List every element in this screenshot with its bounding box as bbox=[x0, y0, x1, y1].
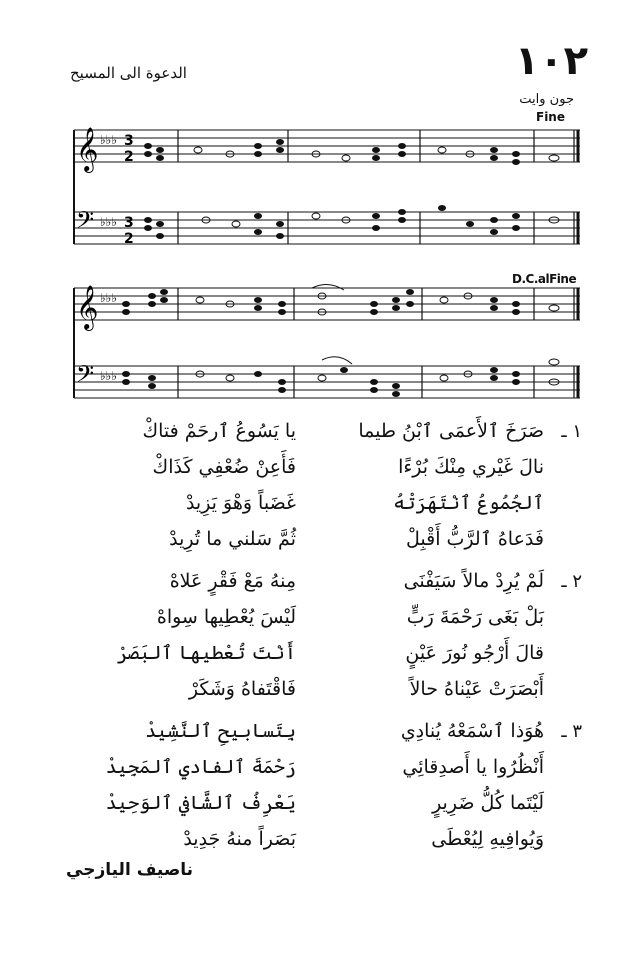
hemistich-first: ٱلجُمُوعُ ٱنْتَهَرَتْهُ bbox=[393, 492, 544, 514]
hemistich-second: فَأَعِنْ ضُعْفِي كَذَاكْ bbox=[152, 456, 296, 478]
notes-bass-2 bbox=[122, 359, 559, 397]
notes-bass-1 bbox=[144, 205, 559, 239]
hemistich-first: قالَ أَرْجُو نُورَ عَيْنٍ bbox=[405, 642, 544, 664]
verse-line bbox=[72, 792, 582, 828]
time-signature-icon: 2 bbox=[124, 149, 134, 165]
hymn-title: الدعوة الى المسيح bbox=[70, 64, 187, 82]
verse-number: ٢ ـ bbox=[561, 571, 582, 592]
hemistich-first: أَبْصَرَتْ عَيْناهُ حالاً bbox=[409, 678, 544, 700]
key-signature-icon: ♭♭♭ bbox=[100, 291, 117, 305]
verse-line bbox=[72, 606, 582, 642]
time-signature-icon: 3 bbox=[124, 133, 134, 149]
treble-clef-icon: 𝄞 bbox=[76, 285, 99, 329]
hemistich-second: ثُمَّ سَلني ما تُرِيدْ bbox=[169, 528, 296, 550]
hemistich-first: لَيْتَما كُلُّ ضَرِيرٍ bbox=[432, 792, 544, 814]
hemistich-second: رَحْمَةَ ٱلفادي ٱلمَجِيدْ bbox=[105, 756, 296, 778]
hemistich-second: فَاقْتَفاهُ وَشَكَرْ bbox=[188, 678, 296, 700]
tie-slur bbox=[322, 357, 352, 364]
verse-line bbox=[72, 492, 582, 528]
verse-line bbox=[72, 528, 582, 564]
hemistich-first: صَرَخَ ٱلأَعمَى ٱبْنُ طيما bbox=[358, 420, 544, 442]
hemistich-first: بَلْ بَغَى رَحْمَةَ رَبٍّ bbox=[406, 606, 544, 628]
hemistich-second: بِتَسابيحِ ٱلنَّشِيدْ bbox=[145, 720, 296, 742]
key-signature-icon: ♭♭♭ bbox=[100, 133, 117, 147]
bass-staff-2 bbox=[74, 366, 580, 398]
verse-2 bbox=[72, 570, 582, 714]
bass-clef-icon: 𝄢 bbox=[76, 360, 95, 393]
verse-1 bbox=[72, 420, 582, 564]
verse-line bbox=[72, 678, 582, 714]
hemistich-second: مِنهُ مَعْ فَقْرٍ عَلاهْ bbox=[169, 570, 296, 592]
hemistich-first: لَمْ يُرِدْ مالاً سَيَفْنَى bbox=[403, 570, 544, 592]
hemistich-first: فَدَعاهُ ٱلرَّبُّ أَقْبِلْ bbox=[406, 528, 544, 550]
verse-line bbox=[72, 570, 582, 606]
notes-treble-2 bbox=[122, 289, 559, 315]
hemistich-second: يَعْرِفُ ٱلشَّافي ٱلوَحِيدْ bbox=[105, 792, 296, 814]
time-signature-icon: 2 bbox=[124, 231, 134, 247]
time-signature-icon: 3 bbox=[124, 215, 134, 231]
treble-clef-icon: 𝄞 bbox=[76, 127, 99, 171]
composer-name: جون وايت bbox=[519, 92, 574, 107]
hemistich-first: أَنْظُرُوا يا أَصدِقائِي bbox=[402, 756, 544, 778]
verse-number: ١ ـ bbox=[561, 421, 582, 442]
hemistich-first: هُوَذا ٱسْمَعْهُ يُنادِي bbox=[400, 720, 544, 742]
tie-slur bbox=[312, 284, 344, 290]
hemistich-first: نالَ غَيْري مِنْكَ بُرْءًا bbox=[398, 456, 544, 478]
verse-line bbox=[72, 456, 582, 492]
hymn-number: ١٠٢ bbox=[514, 38, 588, 84]
bass-clef-icon: 𝄢 bbox=[76, 206, 95, 239]
verse-line bbox=[72, 420, 582, 456]
hemistich-second: غَضَباً وَهْوَ يَزِيدْ bbox=[185, 492, 296, 514]
verse-line bbox=[72, 720, 582, 756]
key-signature-icon: ♭♭♭ bbox=[100, 369, 117, 383]
hemistich-second: يا يَسُوعُ ٱرحَمْ فتاكْ bbox=[142, 420, 296, 442]
hemistich-second: أَنْتَ تُعْطيها ٱلبَصَرْ bbox=[116, 642, 296, 664]
verse-number: ٣ ـ bbox=[561, 721, 582, 742]
notes-treble-1 bbox=[144, 139, 559, 165]
fine-marking: Fine bbox=[536, 110, 565, 124]
music-system-1 bbox=[60, 120, 590, 255]
hemistich-second: بَصَراً منهُ جَدِيدْ bbox=[183, 828, 296, 850]
dc-al-fine-marking: D.C.alFine bbox=[512, 272, 577, 286]
verse-line bbox=[72, 642, 582, 678]
verse-3 bbox=[72, 720, 582, 864]
key-signature-icon: ♭♭♭ bbox=[100, 215, 117, 229]
verse-line bbox=[72, 756, 582, 792]
lyrics-verses bbox=[72, 420, 582, 870]
verse-line bbox=[72, 828, 582, 864]
hemistich-second: لَيْسَ يُعْطِيها سِواهْ bbox=[156, 606, 296, 628]
music-system-2 bbox=[60, 278, 590, 403]
author-name: ناصيف اليازجي bbox=[66, 860, 194, 880]
hemistich-first: وَيُوافِيهِ لِيُعْطَى bbox=[431, 828, 544, 850]
